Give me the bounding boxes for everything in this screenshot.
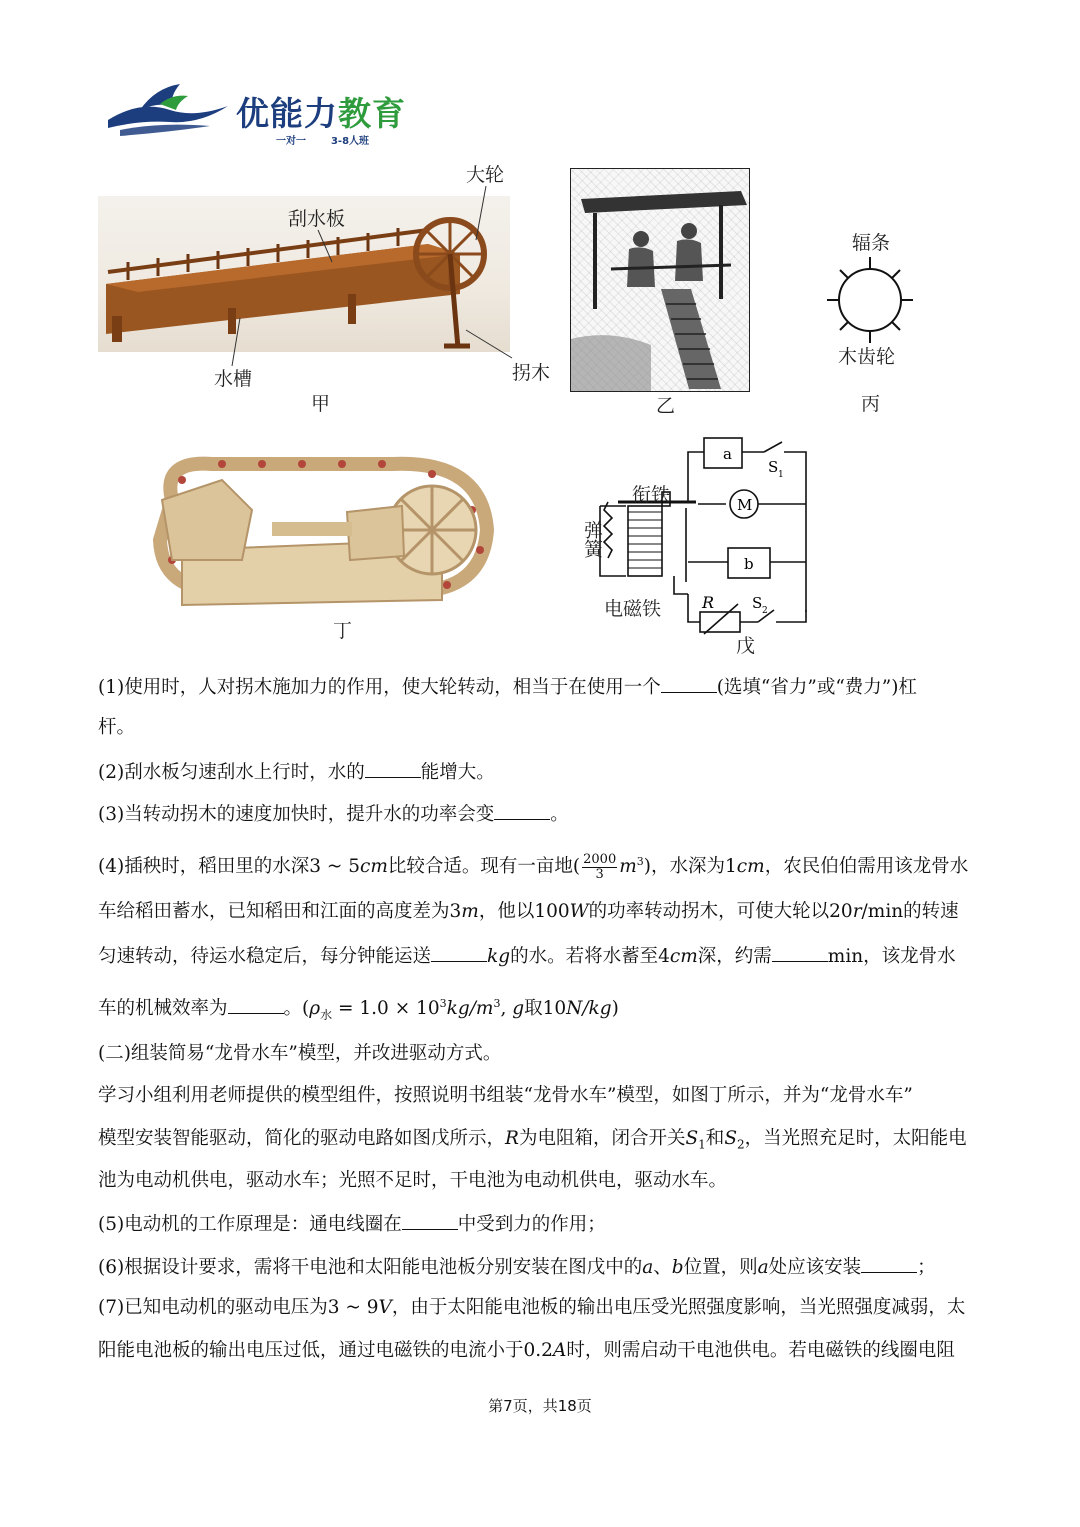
q7-line2: 阳能电池板的输出电压过低，通过电磁铁的电流小于0.2A时，则需启动干电池供电。若电磁铁的线圈电阻 (98, 1340, 955, 1361)
label-big-wheel: 大轮 (466, 164, 505, 186)
page-number: 第7页，共18页 (488, 1397, 592, 1415)
logo-text-b: 教育 (338, 94, 406, 133)
resistor-box (700, 612, 740, 632)
logo (100, 80, 420, 150)
label-trough: 水槽 (214, 368, 253, 390)
q4-line3: 匀速转动，待运水稳定后，每分钟能运送 kg的水。若将水蓄至4cm深，约需 min，该龙骨水 (98, 943, 956, 969)
q5-line: (5)电动机的工作原理是：通电线圈在 中受到力的作用； (98, 1211, 606, 1237)
figure-yi-etching (570, 168, 750, 392)
logo-sub-a: 一对一 (276, 136, 306, 147)
q1-line2: 杆。 (98, 717, 136, 738)
section-two-heading: (二)组装简易“龙骨水车”模型，并改进驱动方式。 (98, 1043, 502, 1064)
label-box-b: b (744, 555, 754, 573)
label-spoke: 辐条 (852, 232, 891, 254)
etching-scene (571, 169, 749, 391)
figure-bing-gear (820, 250, 920, 350)
label-crank: 拐木 (512, 362, 551, 384)
label-s2: S (752, 594, 763, 612)
q3-blank[interactable] (494, 801, 550, 820)
label-s2-sub: 2 (762, 606, 768, 616)
caption-ding: 丁 (333, 620, 353, 642)
logo-sub-b: 3-8人班 (330, 136, 370, 147)
q3-line: (3)当转动拐木的速度加快时，提升水的功率会变 。 (98, 801, 569, 827)
intro-line3: 池为电动机供电，驱动水车；光照不足时，干电池为电动机供电，驱动水车。 (98, 1170, 728, 1191)
label-wood-gear: 木齿轮 (838, 346, 896, 368)
caption-bing: 丙 (861, 393, 881, 415)
q6-line: (6)根据设计要求，需将干电池和太阳能电池板分别安装在图戊中的a、b位置，则a处应该安装 ； (98, 1254, 936, 1280)
logo-text-a: 优能力 (236, 94, 338, 133)
label-armature: 衔铁 (632, 484, 671, 506)
fraction-denominator: 3 (595, 866, 604, 882)
intro-line1: 学习小组利用老师提供的模型组件，按照说明书组装“龙骨水车”模型，如图丁所示，并为“龙骨水车” (98, 1085, 913, 1106)
q6-blank[interactable] (861, 1254, 917, 1273)
q4-blank-kg[interactable] (431, 943, 487, 962)
q4-line4: 车的机械效率为 。($\rho_水 = 1.0 \times 10^3kg/m^3$, g取10N/kg) (98, 997, 619, 1022)
label-motor: M (737, 496, 753, 514)
label-electromagnet: 电磁铁 (604, 598, 662, 620)
q1-blank[interactable] (661, 674, 717, 693)
caption-wu: 戊 (736, 635, 756, 657)
intro-line2: 模型安装智能驱动，简化的驱动电路如图戊所示，R为电阻箱，闭合开关$S_1$和$S_2$，当光照充足时，太阳能电 (98, 1128, 967, 1152)
logo-wave-icon (100, 80, 235, 142)
label-s1: S (768, 458, 779, 476)
q7-line1: (7)已知电动机的驱动电压为3 ~ 9V，由于太阳能电池板的输出电压受光照强度影响，当光照强度减弱，太 (98, 1297, 966, 1318)
q4-blank-min[interactable] (772, 943, 828, 962)
label-scraper: 刮水板 (288, 208, 346, 230)
caption-jia: 甲 (311, 393, 331, 415)
q4-line2: 车给稻田蓄水，已知稻田和江面的高度差为3m，他以100W的功率转动拐木，可使大轮以20r/min的转速 (98, 901, 959, 922)
figure-ding-model (142, 440, 502, 610)
label-resistor: R (702, 593, 715, 612)
q4-blank-efficiency[interactable] (228, 995, 284, 1014)
q2-blank[interactable] (365, 759, 421, 778)
q4-line1: (4)插秧时，稻田里的水深3 ~ 5cm比较合适。现有一亩地( $\frac{2000}{3}$ $m^3$)，水深为1cm，农民伯伯需用该龙骨水 (98, 851, 969, 882)
q5-blank[interactable] (402, 1211, 458, 1230)
q1-line1: (1)使用时，人对拐木施加力的作用，使大轮转动，相当于在使用一个 (选填“省力”或“费力”)杠 (98, 674, 917, 700)
label-spring: 弹簧 (581, 520, 603, 558)
q2-line: (2)刮水板匀速刮水上行时，水的 能增大。 (98, 759, 495, 785)
label-box-a: a (723, 445, 732, 463)
caption-yi: 乙 (656, 395, 676, 417)
fraction-numerator: 2000 (583, 851, 617, 867)
label-s1-sub: 1 (778, 470, 784, 480)
